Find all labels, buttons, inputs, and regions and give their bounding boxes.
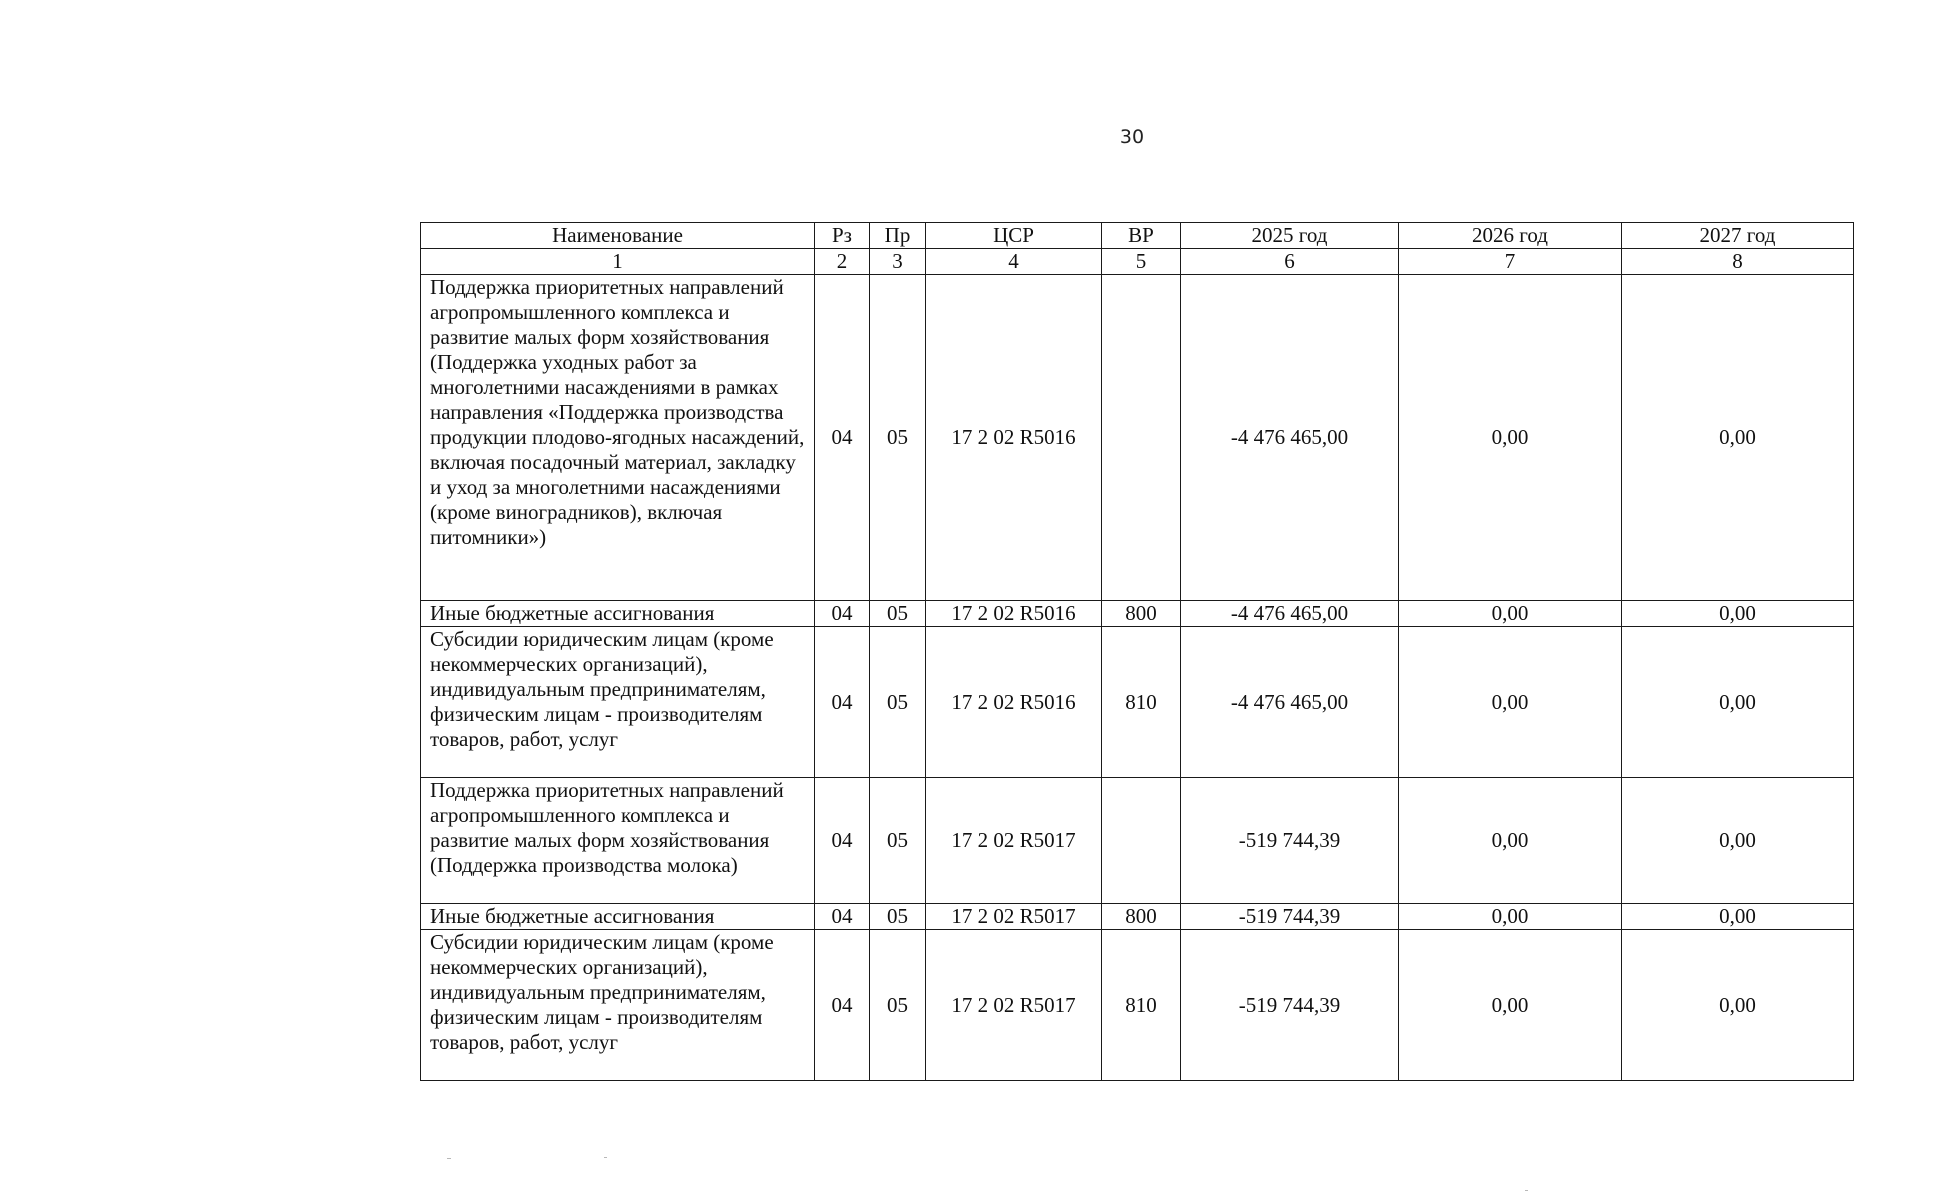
column-number-row bbox=[421, 249, 1854, 275]
page-number: 30 bbox=[1119, 126, 1145, 148]
row-2025: -4 476 465,00 bbox=[1181, 627, 1399, 778]
row-csr: 17 2 02 R5016 bbox=[926, 601, 1102, 627]
column-number: 7 bbox=[1399, 249, 1622, 275]
scan-artifact bbox=[1525, 1190, 1528, 1191]
row-rz: 04 bbox=[815, 275, 870, 601]
row-pr: 05 bbox=[870, 930, 926, 1081]
row-name: Субсидии юридическим лицам (кроме некоммерческих организаций), индивидуальным предпринимателям, физическим лицам - производителям товаров, работ, услуг bbox=[421, 930, 815, 1081]
row-2026: 0,00 bbox=[1399, 904, 1622, 930]
table-row bbox=[421, 627, 1854, 778]
row-2027: 0,00 bbox=[1622, 778, 1854, 904]
row-csr: 17 2 02 R5017 bbox=[926, 904, 1102, 930]
table-row bbox=[421, 904, 1854, 930]
table-row bbox=[421, 601, 1854, 627]
column-number: 3 bbox=[870, 249, 926, 275]
row-rz: 04 bbox=[815, 601, 870, 627]
row-2025: -519 744,39 bbox=[1181, 778, 1399, 904]
row-2027: 0,00 bbox=[1622, 275, 1854, 601]
row-csr: 17 2 02 R5017 bbox=[926, 778, 1102, 904]
row-2027: 0,00 bbox=[1622, 904, 1854, 930]
row-name: Субсидии юридическим лицам (кроме некоммерческих организаций), индивидуальным предпринимателям, физическим лицам - производителям товаров, работ, услуг bbox=[421, 627, 815, 778]
table-row bbox=[421, 778, 1854, 904]
table-row bbox=[421, 275, 1854, 601]
header-vr: ВР bbox=[1102, 223, 1181, 249]
header-name: Наименование bbox=[421, 223, 815, 249]
row-2026: 0,00 bbox=[1399, 627, 1622, 778]
header-row bbox=[421, 223, 1854, 249]
header-2027: 2027 год bbox=[1622, 223, 1854, 249]
row-2026: 0,00 bbox=[1399, 275, 1622, 601]
row-csr: 17 2 02 R5016 bbox=[926, 627, 1102, 778]
header-2026: 2026 год bbox=[1399, 223, 1622, 249]
column-number: 8 bbox=[1622, 249, 1854, 275]
row-name: Поддержка приоритетных направлений агропромышленного комплекса и развитие малых форм хозяйствования (Поддержка производства молока) bbox=[421, 778, 815, 904]
row-rz: 04 bbox=[815, 904, 870, 930]
row-name: Иные бюджетные ассигнования bbox=[421, 904, 815, 930]
column-number: 5 bbox=[1102, 249, 1181, 275]
row-vr bbox=[1102, 778, 1181, 904]
row-pr: 05 bbox=[870, 904, 926, 930]
header-pr: Пр bbox=[870, 223, 926, 249]
header-csr: ЦСР bbox=[926, 223, 1102, 249]
row-2025: -519 744,39 bbox=[1181, 904, 1399, 930]
scan-artifact bbox=[604, 1157, 607, 1158]
row-rz: 04 bbox=[815, 930, 870, 1081]
row-2025: -519 744,39 bbox=[1181, 930, 1399, 1081]
row-2026: 0,00 bbox=[1399, 930, 1622, 1081]
column-number: 2 bbox=[815, 249, 870, 275]
row-pr: 05 bbox=[870, 601, 926, 627]
row-vr: 810 bbox=[1102, 930, 1181, 1081]
row-pr: 05 bbox=[870, 627, 926, 778]
row-vr: 800 bbox=[1102, 904, 1181, 930]
row-csr: 17 2 02 R5017 bbox=[926, 930, 1102, 1081]
budget-table bbox=[420, 222, 1854, 1081]
table-row bbox=[421, 930, 1854, 1081]
row-2027: 0,00 bbox=[1622, 627, 1854, 778]
row-name: Иные бюджетные ассигнования bbox=[421, 601, 815, 627]
row-2026: 0,00 bbox=[1399, 601, 1622, 627]
row-vr: 810 bbox=[1102, 627, 1181, 778]
row-rz: 04 bbox=[815, 778, 870, 904]
row-name: Поддержка приоритетных направлений агропромышленного комплекса и развитие малых форм хозяйствования (Поддержка уходных работ за многолетними насаждениями в рамках направления «Поддержка производства продукции плодово-ягодных насаждений, включая посадочный материал, закладку и уход за многолетними насаждениями (кроме виноградников), включая питомники») bbox=[421, 275, 815, 601]
row-2025: -4 476 465,00 bbox=[1181, 275, 1399, 601]
column-number: 1 bbox=[421, 249, 815, 275]
row-pr: 05 bbox=[870, 275, 926, 601]
row-2025: -4 476 465,00 bbox=[1181, 601, 1399, 627]
row-vr bbox=[1102, 275, 1181, 601]
row-csr: 17 2 02 R5016 bbox=[926, 275, 1102, 601]
row-rz: 04 bbox=[815, 627, 870, 778]
scan-artifact bbox=[447, 1158, 451, 1159]
row-2027: 0,00 bbox=[1622, 601, 1854, 627]
header-rz: Рз bbox=[815, 223, 870, 249]
column-number: 4 bbox=[926, 249, 1102, 275]
row-2027: 0,00 bbox=[1622, 930, 1854, 1081]
header-2025: 2025 год bbox=[1181, 223, 1399, 249]
column-number: 6 bbox=[1181, 249, 1399, 275]
row-vr: 800 bbox=[1102, 601, 1181, 627]
row-2026: 0,00 bbox=[1399, 778, 1622, 904]
row-pr: 05 bbox=[870, 778, 926, 904]
